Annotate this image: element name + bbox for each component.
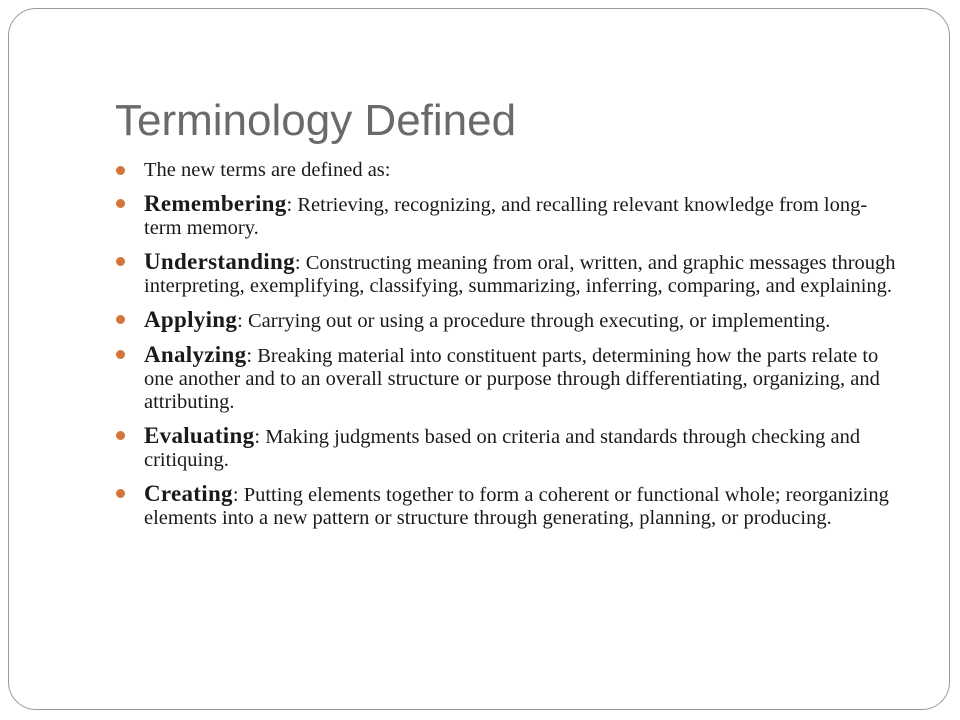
bullet-item-applying [114, 308, 904, 333]
term-understanding: Understanding [144, 249, 295, 274]
bullet-item-understanding [114, 250, 904, 298]
slide [8, 8, 950, 710]
definition-applying: Carrying out or using a procedure through executing, or implementing. [242, 310, 831, 332]
bullet-item-evaluating [114, 424, 904, 472]
bullet-text: The new terms are defined as: [144, 159, 391, 181]
definition-creating: Putting elements together to form a coherent or functional whole; reorganizing elements into a new pattern or structure through generating, planning, or producing. [144, 484, 889, 529]
term-remembering: Remembering [144, 191, 287, 216]
definition-remembering: Retrieving, recognizing, and recalling relevant knowledge from long-term memory. [144, 194, 868, 239]
term-separator: : [254, 426, 261, 448]
bullet-dot-icon [116, 315, 125, 324]
definition-evaluating: Making judgments based on criteria and standards through checking and critiquing. [144, 426, 861, 471]
term-separator: : [237, 310, 243, 332]
term-creating: Creating [144, 481, 233, 506]
term-separator: : [246, 345, 253, 367]
bullet-item-creating [114, 482, 904, 530]
term-separator: : [232, 484, 239, 506]
term-applying: Applying [144, 307, 238, 332]
term-separator: : [286, 194, 293, 216]
slide-title: Terminology Defined [115, 96, 517, 145]
bullet-dot-icon [116, 199, 125, 208]
term-evaluating: Evaluating [144, 423, 255, 448]
term-separator: : [294, 252, 301, 274]
bullet-item [114, 159, 904, 182]
definition-understanding: Constructing meaning from oral, written, and graphic messages through interpreting, exemplifying, classifying, summarizing, inferring, comparing, and explaining. [144, 252, 896, 297]
bullet-dot-icon [116, 489, 125, 498]
bullet-dot-icon [116, 431, 125, 440]
definition-analyzing: Breaking material into constituent parts, determining how the parts relate to one another and to an overall structure or purpose through differentiating, organizing, and attributing. [144, 345, 880, 413]
bullet-dot-icon [116, 350, 125, 359]
bullet-dot-icon [116, 257, 125, 266]
bullet-item-remembering [114, 192, 904, 240]
bullet-list [114, 159, 904, 540]
bullet-item-analyzing [114, 343, 904, 414]
term-analyzing: Analyzing [144, 342, 247, 367]
bullet-dot-icon [116, 166, 125, 175]
